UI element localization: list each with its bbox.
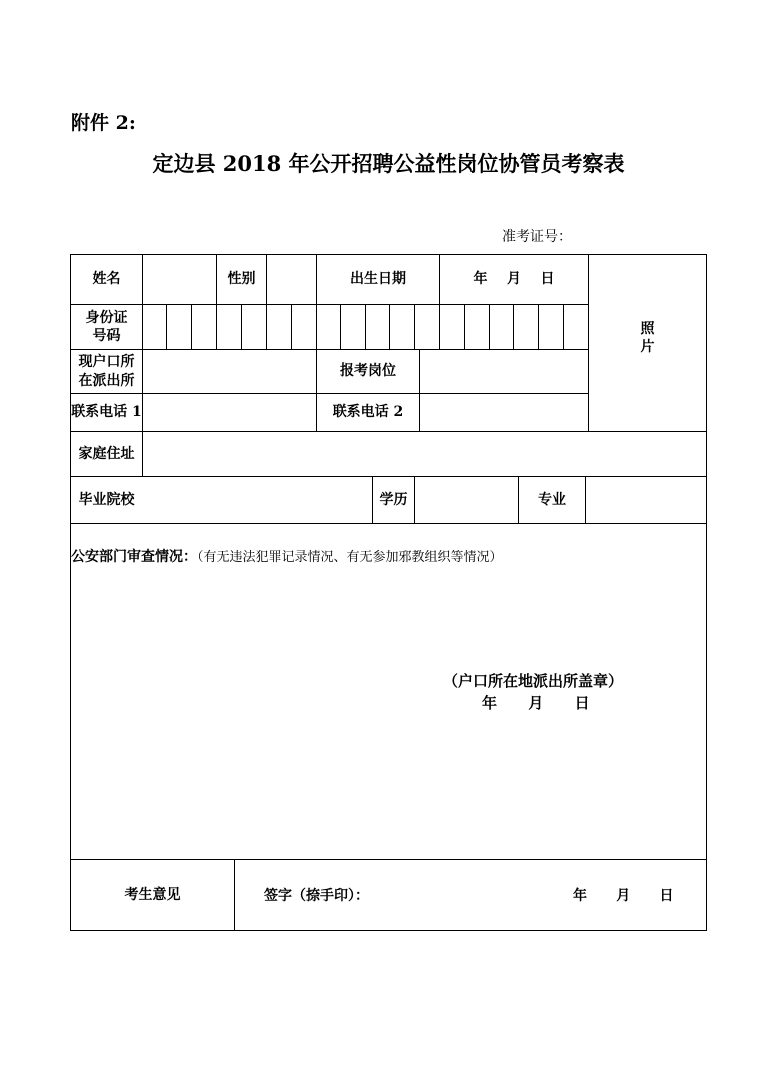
id-digit-line: [389, 304, 390, 349]
police-station-label: [71, 350, 142, 393]
phone1-label: 联系电话 1: [71, 404, 142, 421]
id-digit-line: [414, 304, 415, 349]
id-label-line1: 身份证: [85, 309, 128, 326]
station-label-line2: 在派出所: [78, 372, 135, 389]
col-line: [234, 859, 235, 930]
major-label: 专业: [538, 491, 566, 508]
gender-input[interactable]: [267, 255, 316, 304]
signature-label[interactable]: 签字（捺手印）：: [264, 888, 369, 904]
page-title: 定边县 2018 年公开招聘公益性岗位协管员考察表: [152, 151, 625, 176]
candidate-opinion-label: 考生意见: [124, 886, 181, 903]
photo-box: [589, 255, 706, 431]
birth-date-input[interactable]: 年 月 日: [473, 271, 555, 288]
id-digit-line: [563, 304, 564, 349]
id-label-line2: 号码: [92, 328, 121, 344]
phone2-input[interactable]: [420, 394, 588, 431]
police-review-label: 公安部门审查情况：: [71, 549, 197, 565]
education-label: 学历: [379, 491, 408, 508]
address-label: 家庭住址: [78, 445, 135, 462]
name-label: 姓名: [92, 271, 121, 288]
id-digit-line: [365, 304, 366, 349]
applied-post-input[interactable]: [420, 350, 588, 393]
id-digit-line: [489, 304, 490, 349]
address-input[interactable]: [143, 432, 706, 476]
id-digit-line: [291, 304, 292, 349]
id-digit-line: [316, 304, 317, 349]
id-digit-line: [241, 304, 242, 349]
applied-post-label: 报考岗位: [340, 363, 396, 380]
row-line: [70, 304, 588, 305]
row-line: [70, 523, 707, 524]
school-input[interactable]: [143, 477, 372, 523]
col-line: [706, 254, 707, 931]
police-stamp-label: （户口所在地派出所盖章）: [443, 672, 624, 690]
school-label: 毕业院校: [78, 491, 135, 508]
id-digit-line: [191, 304, 192, 349]
id-digit-line: [513, 304, 514, 349]
major-input[interactable]: [586, 477, 706, 523]
police-stamp-date: 年 月 日: [482, 694, 590, 712]
phone1-input[interactable]: [143, 394, 316, 431]
police-review-heading: [71, 546, 503, 566]
id-number-label: [71, 305, 142, 349]
station-label-line1: 现户口所: [78, 354, 135, 371]
attachment-label: 附件 2:: [71, 112, 136, 134]
police-review-note: （有无违法犯罪记录情况、有无参加邪教组织等情况）: [197, 550, 503, 565]
photo-label-line1: 照: [640, 320, 655, 337]
id-digit-line: [216, 304, 217, 349]
gender-label: 性别: [227, 271, 256, 288]
id-digit-line: [439, 304, 440, 349]
id-digit-line: [166, 304, 167, 349]
phone2-label: 联系电话 2: [332, 404, 404, 421]
photo-label-line2: 片: [640, 339, 655, 355]
id-digit-line: [464, 304, 465, 349]
row-line: [70, 930, 707, 931]
education-input[interactable]: [415, 477, 518, 523]
id-digit-line: [538, 304, 539, 349]
signature-date: 年 月 日: [573, 888, 674, 904]
birth-date-label: 出生日期: [350, 271, 406, 288]
name-input[interactable]: [143, 255, 216, 304]
exam-number-label: 准考证号：: [502, 229, 572, 245]
id-digit-line: [266, 304, 267, 349]
id-digit-line: [340, 304, 341, 349]
police-station-input[interactable]: [143, 350, 316, 393]
